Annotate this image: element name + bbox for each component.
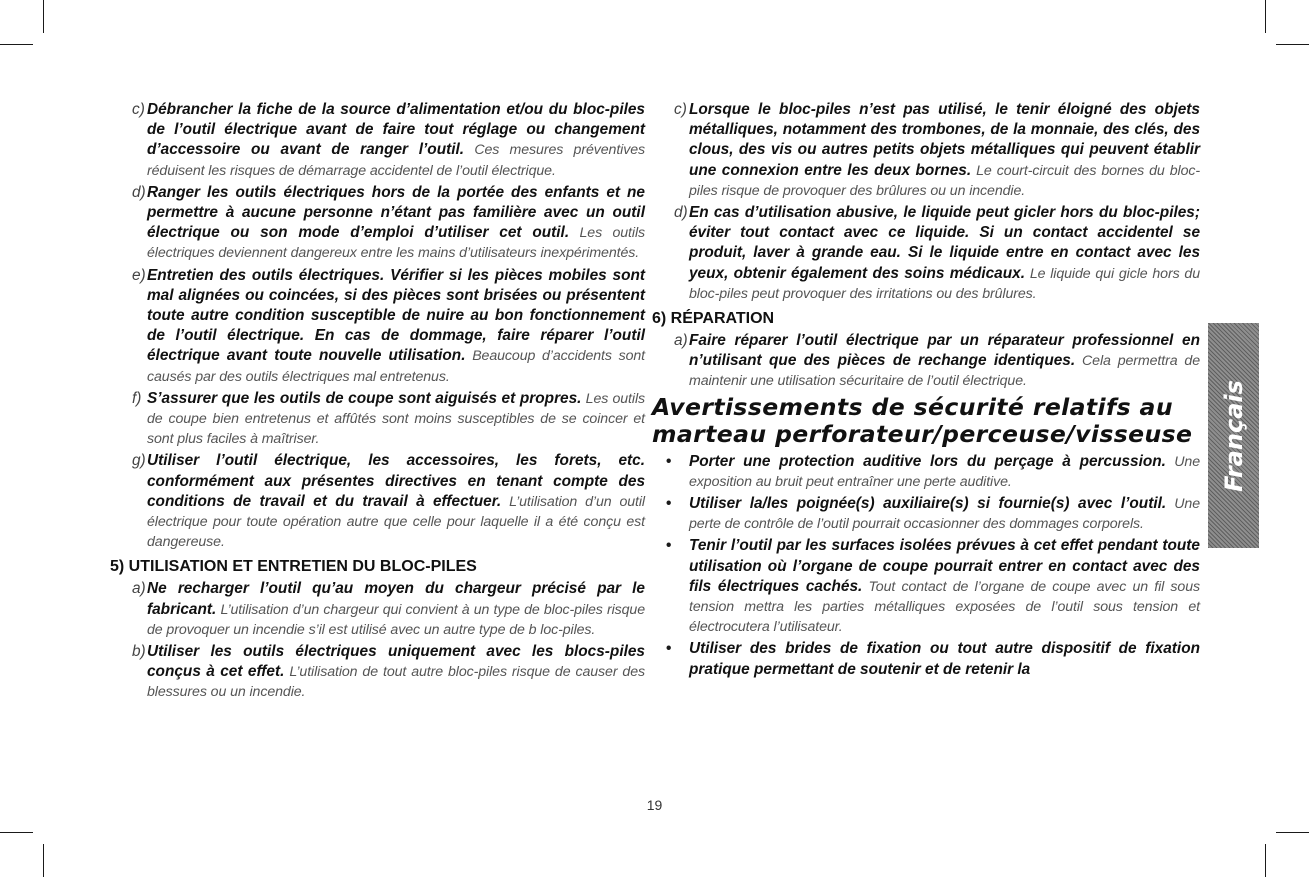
- item-explanation: Une perte de contrôle de l’outil pourrait occasionner des dommages corporels.: [689, 496, 1200, 533]
- bullet-item: [652, 639, 1200, 679]
- warnings-heading-line: marteau perforateur/perceuse/visseuse: [652, 419, 1193, 448]
- crop-mark: [1276, 832, 1309, 833]
- item-instruction: Utiliser des brides de fixation ou tout autre dispositif de fixation pratique permettant de soutenir et de retenir la: [689, 640, 1200, 678]
- item-label: a): [674, 332, 688, 350]
- list-item: [110, 266, 645, 387]
- item-instruction: Utiliser les outils électriques uniquement avec les blocs-piles conçus à cet effet.: [147, 643, 645, 681]
- bullet-icon: •: [666, 640, 672, 658]
- item-explanation: L’utilisation de tout autre bloc-piles risque de causer des blessures ou un incendie.: [147, 664, 645, 701]
- list-item: [652, 203, 1200, 304]
- crop-mark: [1265, 844, 1266, 877]
- item-explanation: Cela permettra de maintenir une utilisation sécuritaire de l’outil électrique.: [689, 353, 1200, 390]
- item-label: d): [132, 183, 146, 201]
- item-explanation: L’utilisation d’un chargeur qui convient à un type de bloc-piles risque de provoquer un incendie s’il est utilisé avec un autre type de b loc-piles.: [147, 601, 645, 638]
- bullet-item: [652, 494, 1200, 534]
- item-instruction: Entretien des outils électriques. Vérifier si les pièces mobiles sont mal alignées ou coincées, si des pièces sont brisées ou présentent toute autre condition susceptible de nuire au bon fonctionnement de l’outil électrique. En cas de dommage, faire réparer l’outil électrique avant toute nouvelle utilisation.: [147, 266, 645, 365]
- item-label: g): [132, 452, 146, 470]
- item-instruction: Ranger les outils électriques hors de la portée des enfants et ne permettre à aucune personne n’étant pas familière avec un outil électrique ou son mode d’emploi d’utiliser cet outil.: [147, 183, 645, 242]
- item-label: c): [674, 101, 687, 118]
- item-explanation: Tout contact de l’organe de coupe avec un fil sous tension mettra les parties métalliques exposées de l’outil sous tension et électrocutera l’utilisateur.: [689, 578, 1200, 636]
- section-heading: 5) UTILISATION ET ENTRETIEN DU BLOC-PILES: [110, 558, 477, 576]
- item-label: e): [132, 266, 146, 284]
- bullet-item: [652, 452, 1200, 492]
- bullet-icon: •: [666, 537, 672, 555]
- item-explanation: Les outils électriques deviennent dangereux entre les mains d’utilisateurs inexpérimentés.: [147, 225, 645, 262]
- warnings-heading: [652, 394, 1200, 448]
- language-tab: [1208, 323, 1259, 548]
- right-column: [652, 100, 1200, 682]
- bullet-icon: •: [666, 495, 672, 513]
- crop-mark: [1265, 0, 1266, 33]
- item-instruction: Lorsque le bloc-piles n’est pas utilisé, le tenir éloigné des objets métalliques, notamment des trombones, de la monnaie, des clés, des clous, des vis ou autres petits objets métalliques qui peuvent établir une connexion entre les deux bornes.: [689, 101, 1200, 179]
- crop-mark: [43, 0, 44, 33]
- item-label: f): [132, 389, 142, 407]
- list-item: [110, 451, 645, 552]
- left-column: [110, 100, 645, 705]
- item-instruction: S’assurer que les outils de coupe sont aiguisés et propres.: [147, 389, 582, 407]
- item-instruction: En cas d’utilisation abusive, le liquide peut gicler hors du bloc-piles; éviter tout contact avec ce liquide. Si un contact accidentel se produit, laver à grande eau. Si le liquide entre en contact avec les yeux, obtenir également des soins médicaux.: [689, 204, 1200, 282]
- page-number: 19: [646, 797, 663, 813]
- item-explanation: Ces mesures préventives réduisent les risques de démarrage accidentel de l’outil électrique.: [147, 142, 645, 179]
- item-label: b): [132, 643, 146, 661]
- item-instruction: Débrancher la fiche de la source d’alimentation et/ou du bloc-piles de l’outil électrique avant de faire tout réglage ou changement d’accessoire ou avant de ranger l’outil.: [147, 101, 645, 159]
- item-label: d): [674, 204, 688, 222]
- item-explanation: Beaucoup d’accidents sont causés par des outils électriques mal entretenus.: [147, 348, 645, 385]
- item-explanation: Une exposition au bruit peut entraîner une perte auditive.: [689, 453, 1200, 490]
- list-item: [110, 579, 645, 640]
- crop-mark: [0, 832, 33, 833]
- item-explanation: Les outils de coupe bien entretenus et affûtés sont moins susceptibles de se coincer et sont plus faciles à maîtriser.: [147, 390, 646, 448]
- list-item: [652, 100, 1200, 201]
- language-tab-label: Français: [1219, 379, 1248, 492]
- item-instruction: Porter une protection auditive lors du perçage à percussion.: [689, 452, 1166, 470]
- bullet-icon: •: [666, 452, 672, 470]
- item-explanation: Le liquide qui gicle hors du bloc-piles peut provoquer des irritations ou des brûlures.: [689, 265, 1200, 302]
- item-instruction: Utiliser l’outil électrique, les accessoires, les forets, etc. conformément aux présentes directives en tenant compte des conditions de travail et du travail à effectuer.: [147, 452, 645, 510]
- item-instruction: Utiliser la/les poignée(s) auxiliaire(s) si fournie(s) avec l’outil.: [689, 495, 1167, 513]
- item-explanation: L’utilisation d’un outil électrique pour toute opération autre que celle pour laquelle il a été conçu est dangereuse.: [147, 493, 645, 551]
- crop-mark: [0, 44, 33, 45]
- item-explanation: Le court-circuit des bornes du bloc-piles risque de provoquer des brûlures ou un incendie.: [689, 162, 1200, 199]
- crop-mark: [1276, 44, 1309, 45]
- bullet-item: [652, 536, 1200, 637]
- item-instruction: Faire réparer l’outil électrique par un réparateur professionnel en n’utilisant que des pièces de rechange identiques.: [689, 332, 1200, 370]
- list-item: [110, 642, 645, 703]
- list-item: [652, 331, 1200, 392]
- warnings-heading-line: Avertissements de sécurité relatifs au: [652, 392, 1173, 421]
- list-item: [110, 100, 645, 181]
- crop-mark: [43, 844, 44, 877]
- list-item: [110, 183, 645, 264]
- item-label: a): [132, 580, 146, 598]
- item-instruction: Tenir l’outil par les surfaces isolées prévues à cet effet pendant toute utilisation où l’organe de coupe pourrait entrer en contact avec des fils électriques cachés.: [689, 537, 1200, 595]
- list-item: [110, 389, 645, 450]
- section-heading: 6) RÉPARATION: [652, 310, 775, 328]
- item-instruction: Ne recharger l’outil qu’au moyen du chargeur précisé par le fabricant.: [147, 580, 645, 618]
- item-label: c): [132, 101, 145, 118]
